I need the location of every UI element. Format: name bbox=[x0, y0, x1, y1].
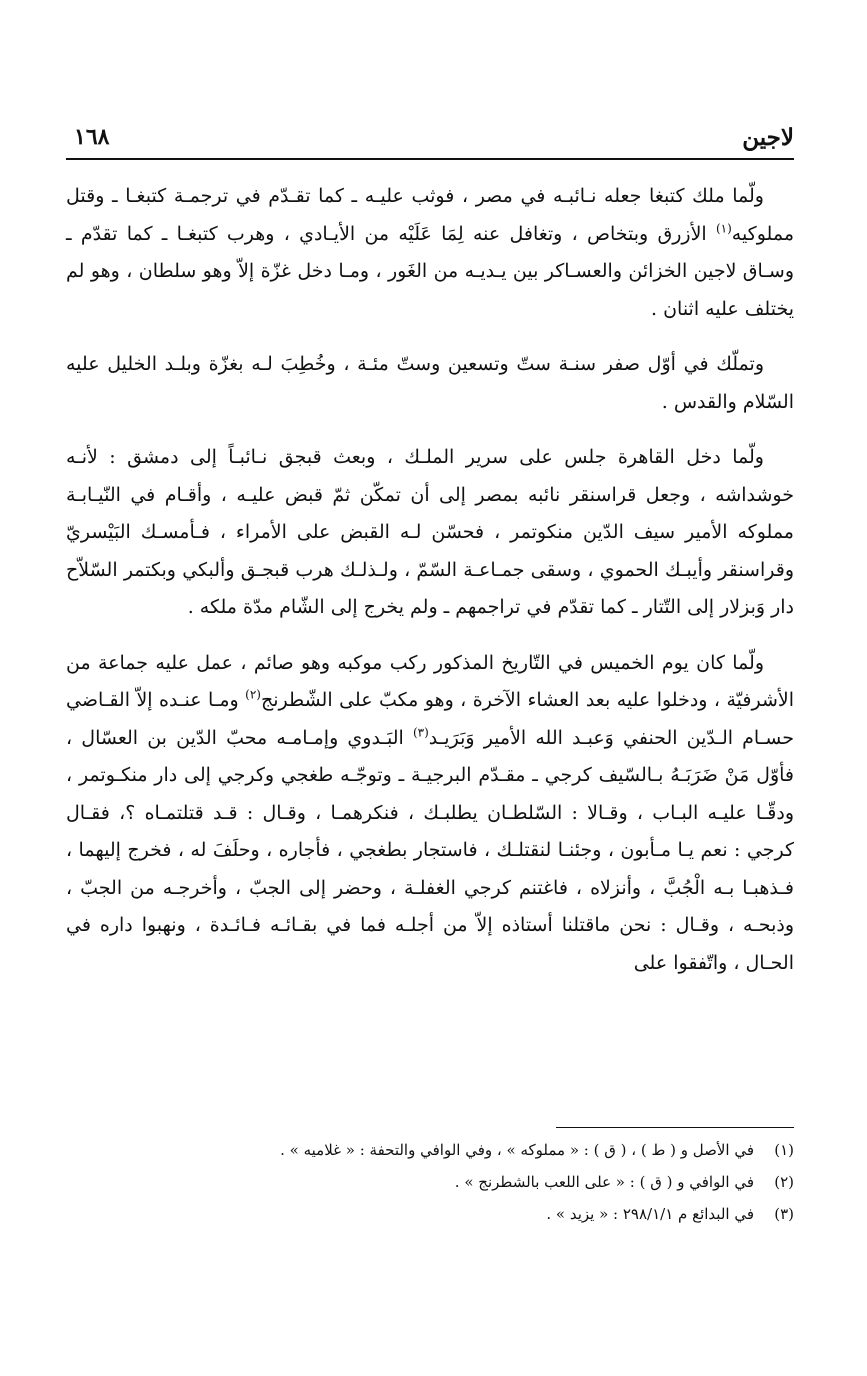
paragraph-2 bbox=[66, 346, 794, 421]
paragraph-1 bbox=[66, 178, 794, 328]
footnote-number: (٢) bbox=[774, 1173, 794, 1191]
page-number: ١٦٨ bbox=[74, 124, 110, 150]
footnote-ref-1: (١) bbox=[715, 221, 732, 236]
footnote-1 bbox=[66, 1134, 794, 1166]
running-head: لاجين bbox=[742, 124, 794, 151]
paragraph-4 bbox=[66, 645, 794, 983]
footnote-3 bbox=[66, 1198, 794, 1230]
paragraph-4-text: ولّما كان يوم الخميس في التّاريخ المذكور ركب موكبه وهو صائم ، عمل عليه جماعة من الأشرفيّة ، ودخلوا عليه بعد العشاء الآخرة ، وهو مكبّ على الشّطرنج bbox=[66, 651, 794, 711]
paragraph-1-text: ولّما ملك كتبغا جعله نـائبـه في مصر ، فوثب عليـه ـ كما تقـدّم في ترجمـة كتبغـا ـ وقتل مملوكيه bbox=[66, 185, 794, 245]
footnote-text: في البدائع م ٢٩٨/١/١ : « يزيد » . bbox=[546, 1205, 754, 1223]
paragraph-2-text: وتملّك في أوّل صفر سنـة ستّ وتسعين وستّ مئـة ، وخُطِبَ لـه بغزّة وبلـد الخليل عليه السّلام والقدس . bbox=[66, 353, 794, 413]
page-header bbox=[66, 120, 794, 156]
paragraph-3-text: ولّما دخل القاهرة جلس على سرير الملـك ، وبعث قبجق نـائبـاً إلى دمشق : لأنـه خوشداشه ، وجعل قراسنقر نائبه بمصر إلى أن تمكّن ثمّ قبض عليـه ، وأقـام في النّيـابـة مملوكه الأمير سيف الدّين منكوتمر ، فحسّن لـه القبض على الأمراء ، فـأمسـك البَيْسريّ وقراسنقر وأيبـك الحموي ، وسقى جمـاعـة السّمّ ، ولـذلـك هرب قبجـق وألبكي وبكتمر السّلاّح دار وَبزلار إلى التّتار ـ كما تقدّم في تراجمهم ـ ولم يخرج إلى الشّام مدّة ملكه . bbox=[66, 446, 794, 618]
paragraph-3 bbox=[66, 439, 794, 627]
paragraph-1-text-cont: الأزرق وبتخاص ، وتغافل عنه لِمَا عَلَيْه من الأيـادي ، وهرب كتبغـا ـ كما تقدّم ـ وسـاق لاجين الخزائن والعسـاكر بين يـديـه من الغَور ، ومـا دخل غزّة إلاّ وهو سلطان ، وهو لم يختلف عليه اثنان . bbox=[66, 222, 794, 320]
paragraph-4-text-mid: ومـا عنـده إلاّ القـاضي حسـام الـدّين الحنفي وَعبـد الله الأمير وَبَرَيـد bbox=[66, 689, 794, 749]
footnote-number: (٣) bbox=[774, 1205, 794, 1223]
footnote-ref-2: (٢) bbox=[245, 687, 261, 702]
footnote-number: (١) bbox=[774, 1141, 794, 1159]
footnote-text: في الأصل و ( ط ) ، ( ق ) : « مملوكه » ، وفي الوافي والتحفة : « غلاميه » . bbox=[280, 1141, 754, 1159]
footnote-rule bbox=[556, 1127, 794, 1128]
footnote-text: في الوافي و ( ق ) : « على اللعب بالشطرنج » . bbox=[454, 1173, 754, 1191]
footnote-ref-3: (٣) bbox=[412, 725, 429, 740]
paragraph-4-text-cont: البَـدوي وإمـامـه محبّ الدّين بن العسّال ، فأوّل مَنْ ضَرَبَـهُ بـالسّيف كرجي ـ مقـدّم البرجيـة ـ وتوجّـه طغجي وكرجي إلى دار منكـوتمر ، ودقّـا عليـه البـاب ، وقـالا : السّلطـان يطلبـك ، فنكرهمـا ، وقـال : قـد قتلتمـاه ؟، فقـال كرجي : نعم يـا مـأبون ، وجئنـا لنقتلـك ، فاستجار بطغجي ، فأجاره ، وحلَفَ له ، فخرج إليهما ، فـذهبـا بـه الْجُبَّ ، وأنزلاه ، فاغتنم كرجي الغفلـة ، وحضر إلى الجبّ ، وأخرجـه من الجبّ ، وذبحـه ، وقـال : نحن ماقتلنا أستاذه إلاّ من أجلـه فما في بقـائـه فـائـدة ، ونهبوا داره في الحـال ، واتّفقوا على bbox=[66, 726, 794, 974]
footnote-2 bbox=[66, 1166, 794, 1198]
header-rule bbox=[66, 158, 794, 160]
footnotes bbox=[66, 1134, 794, 1230]
body-text bbox=[66, 178, 794, 1000]
